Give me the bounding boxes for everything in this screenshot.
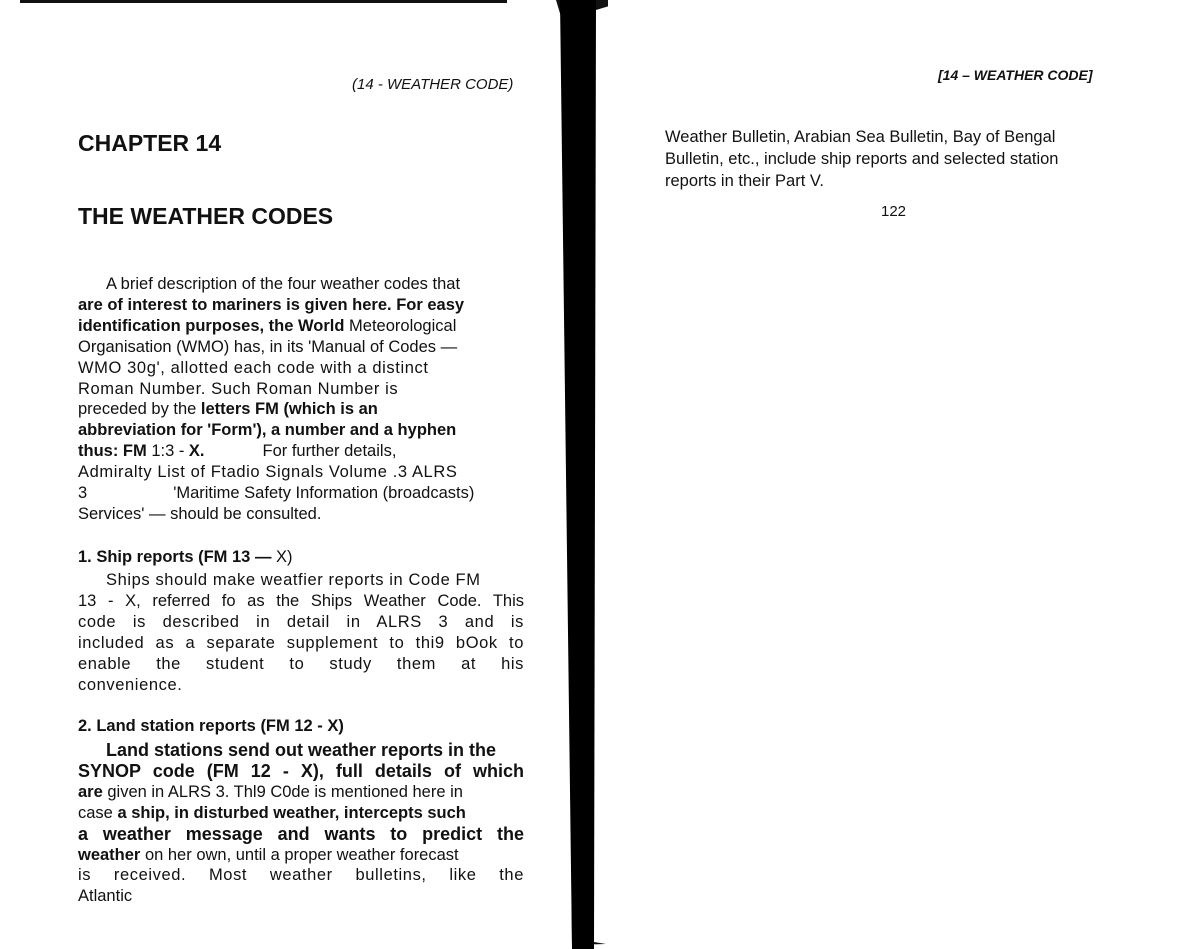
right-paragraph <box>665 126 1115 192</box>
text-line: is received. Most weather bulletins, like the <box>78 866 524 885</box>
book-spine-shadow <box>556 0 608 949</box>
text-span: 'Maritime Safety Information (broadcasts) <box>173 484 475 503</box>
text-line: convenience. <box>78 675 183 694</box>
text-line: A brief description of the four weather codes that <box>106 275 461 293</box>
text-line: Roman Number. Such Roman Number is <box>78 379 399 398</box>
text-line: code is described in detail in ALRS 3 and is <box>78 612 524 631</box>
ship-reports-paragraph <box>78 570 524 695</box>
text-line: included as a separate supplement to thi9 bOok to <box>78 633 524 652</box>
text-line: reports in their Part V. <box>665 172 824 190</box>
text-line: abbreviation for 'Form'), a number and a hyphen <box>78 421 457 440</box>
text-line: Admiralty List of Ftadio Signals Volume .3 ALRS <box>78 463 458 482</box>
text-line: 13 - X, referred fo as the Ships Weather Code. This <box>78 591 524 610</box>
text-span: identification purposes, the World <box>78 316 345 335</box>
section-heading-land-station-reports: 2. Land station reports (FM 12 - X) <box>78 717 344 735</box>
running-head-right: [14 – WEATHER CODE] <box>938 67 1093 83</box>
text-line: Weather Bulletin, Arabian Sea Bulletin, Bay of Bengal <box>665 128 1056 146</box>
text-span: weather <box>78 845 141 864</box>
text-line: SYNOP code (FM 12 - X), full details of which <box>78 760 524 781</box>
text-line: Ships should make weatfier reports in Code FM <box>106 571 481 589</box>
land-station-paragraph <box>78 740 524 907</box>
chapter-title: CHAPTER 14 <box>78 130 222 156</box>
text-line: enable the student to study them at his <box>78 654 524 673</box>
text-line: Services' — should be consulted. <box>78 504 322 523</box>
text-span: are <box>78 782 103 801</box>
text-span: thus: FM <box>78 442 147 461</box>
text-span: a ship, in disturbed weather, intercepts such <box>117 803 466 822</box>
text-line: are of interest to mariners is given here. For easy <box>78 295 465 314</box>
text-span: Meteorological <box>344 316 457 335</box>
page-number: 122 <box>881 203 907 220</box>
running-head-left: (14 - WEATHER CODE) <box>352 76 514 93</box>
text-line: Organisation (WMO) has, in its 'Manual of Codes — <box>78 337 458 356</box>
left-page <box>0 0 556 949</box>
text-span: 1. Ship reports (FM 13 — <box>78 548 272 566</box>
text-line: Bulletin, etc., include ship reports and selected station <box>665 150 1059 168</box>
text-line: WMO 30g', allotted each code with a distinct <box>78 358 429 377</box>
text-line: Atlantic <box>78 887 133 906</box>
text-line: a weather message and wants to predict the <box>78 823 524 844</box>
right-page <box>608 0 1200 949</box>
intro-paragraph <box>78 274 524 525</box>
text-span: preceded by the <box>78 400 201 419</box>
text-span: case <box>78 803 118 822</box>
chapter-subtitle: THE WEATHER CODES <box>78 203 334 229</box>
text-span: X. <box>188 442 205 461</box>
text-span: Land stations send out weather reports in the <box>106 740 497 760</box>
text-span: on her own, until a proper weather forecast <box>140 845 459 864</box>
text-span: 1:3 - <box>146 442 189 461</box>
text-span: For further details, <box>262 442 397 461</box>
section-heading-ship-reports <box>78 548 293 567</box>
text-span: X) <box>271 548 293 566</box>
text-span: given in ALRS 3. Thl9 C0de is mentioned here in <box>102 782 463 801</box>
text-span: letters FM (which is an <box>200 400 378 419</box>
text-span: 3 <box>78 484 88 503</box>
